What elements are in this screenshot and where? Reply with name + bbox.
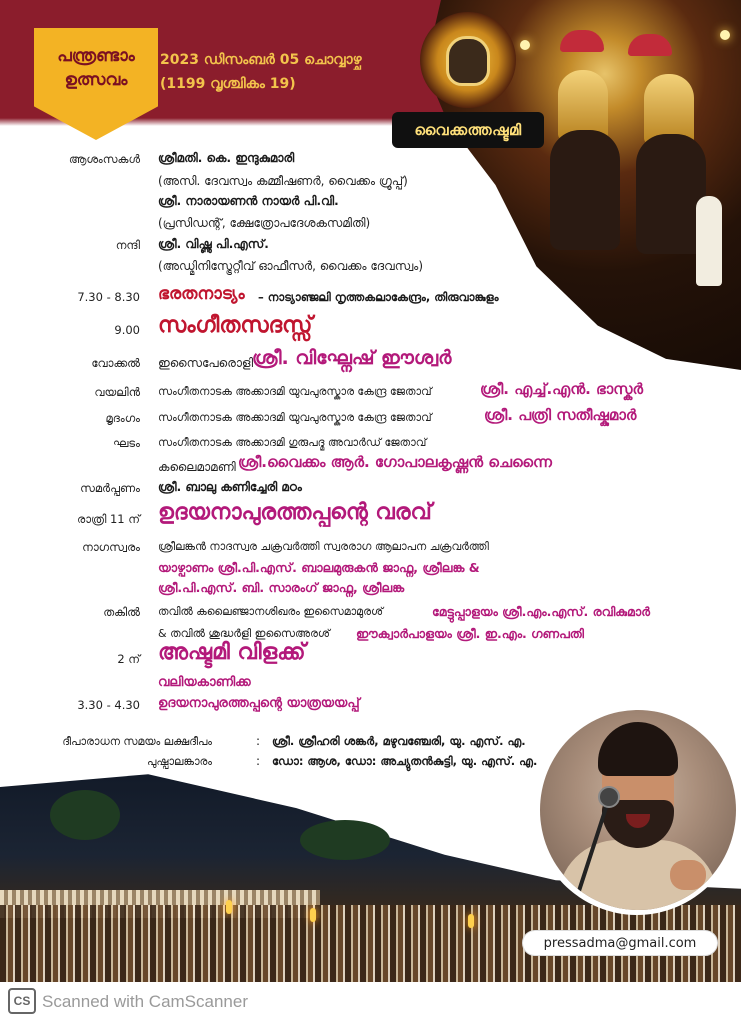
thanks-person: ശ്രീ. വിഷ്ണു പി.എസ്. bbox=[158, 237, 269, 251]
ghatam-prefix: സംഗീതനാടക അക്കാദമി ഗുരുപദ്മ അവാർഡ് ജേതാവ് bbox=[158, 436, 427, 449]
deepa-sponsor: ശ്രീ. ശ്രീഹരി ശങ്കർ, മഴുവഞ്ചേരി, യു. എസ്. എ. bbox=[272, 734, 526, 748]
mridangam-artist: ശ്രീ. പത്രി സതീഷ്കുമാർ bbox=[484, 406, 637, 424]
farewell-title: ഉദയനാപുരത്തപ്പന്റെ യാത്രയയപ്പ് bbox=[158, 696, 360, 711]
felicitation-person-1: ശ്രീമതി. കെ. ഇന്ദുകുമാരി bbox=[158, 151, 295, 165]
vocal-label: വോക്കൽ bbox=[91, 356, 140, 370]
elephant bbox=[550, 130, 620, 250]
felicitation-role-1: (അസി. ദേവസ്വം കമ്മീഷണർ, വൈക്കം ഗ്രൂപ്പ്) bbox=[158, 174, 408, 188]
thavil-line-2-prefix: & തവിൽ ശുദ്ധർളി ഇസൈഅരശ് bbox=[158, 627, 330, 640]
torch-flame bbox=[310, 908, 316, 922]
singer-hair bbox=[598, 722, 678, 776]
deepa-label: ദീപാരാധന സമയം ലക്ഷദീപം bbox=[62, 735, 212, 748]
dedication-name: ശ്രീ. ബാലു കണിച്ചേരി മഠം bbox=[158, 480, 302, 494]
bharatanatyam-detail: – നാട്യാഞ്ജലി നൃത്തകലാകേന്ദ്രം, തിരുവാങ്കുളം bbox=[258, 290, 499, 304]
arrival-time: രാത്രി 11 ന് bbox=[77, 512, 140, 526]
torch-flame bbox=[468, 914, 474, 928]
ashtami-time: 2 ന് bbox=[117, 652, 140, 666]
lamp-light bbox=[720, 30, 730, 40]
thavil-line-2-artist: ഈക്വാർപാളയം ശ്രീ. ഇ.എം. ഗണപതി bbox=[356, 626, 584, 641]
badge-line-2: ഉത്സവം bbox=[64, 70, 128, 90]
thavil-label: തകിൽ bbox=[103, 605, 140, 619]
singer-portrait bbox=[540, 710, 736, 910]
ashtami-offering: വലിയകാണിക്ക bbox=[158, 675, 251, 690]
concert-time: 9.00 bbox=[114, 323, 140, 337]
farewell-time: 3.30 - 4.30 bbox=[77, 698, 140, 712]
torch-flame bbox=[226, 900, 232, 914]
ghatam-label: ഘടം bbox=[112, 436, 140, 450]
deity-face-icon bbox=[446, 36, 490, 86]
lamp-light bbox=[520, 40, 530, 50]
mridangam-label: മൃദംഗം bbox=[105, 411, 140, 425]
pushpa-label: പുഷ്പാലങ്കാരം bbox=[146, 755, 212, 768]
singer-hand bbox=[670, 860, 706, 890]
bharatanatyam-time: 7.30 - 8.30 bbox=[77, 290, 140, 304]
bharatanatyam-title: ഭരതനാട്യം bbox=[158, 284, 245, 304]
nagaswaram-line-3: ശ്രീ.പി.എസ്. ബി. സാരംഗ് ജാഫ്ന, ശ്രീലങ്ക bbox=[158, 580, 405, 595]
vocal-artist: ശ്രീ. വിഘ്നേഷ് ഈശ്വർ bbox=[252, 347, 452, 369]
contact-email[interactable]: pressadma@gmail.com bbox=[522, 930, 718, 956]
nagaswaram-line-1: ശ്രീലങ്കൻ നാദസ്വര ചക്രവർത്തി സ്വരരാഗ ആലാപന ചക്രവർത്തി bbox=[158, 540, 489, 553]
parasol bbox=[560, 30, 604, 52]
logo-text: വൈക്കത്തഷ്ടമി bbox=[414, 121, 522, 139]
tree bbox=[50, 790, 120, 840]
scanner-watermark: Scanned with CamScanner bbox=[42, 992, 249, 1011]
mridangam-prefix: സംഗീതനാടക അക്കാദമി യുവപുരസ്കാര കേന്ദ്ര ജേതാവ് bbox=[158, 411, 432, 424]
badge-text bbox=[34, 28, 158, 108]
ashtami-title: അഷ്ടമി വിളക്ക് bbox=[158, 640, 306, 665]
ghatam-prefix-2: കലൈമാമണി bbox=[158, 460, 236, 474]
microphone-icon bbox=[598, 786, 620, 808]
pushpa-colon: : bbox=[256, 754, 261, 768]
ghatam-artist: ശ്രീ.വൈക്കം ആർ. ഗോപാലകൃഷ്ണൻ ചെന്നൈ bbox=[238, 453, 552, 471]
thavil-line-1-artist: മേട്ടുപ്പാളയം ശ്രീ.എം.എസ്. രവികുമാർ bbox=[432, 604, 650, 619]
thanks-role: (അഡ്മിനിസ്ട്രേറ്റീവ് ഓഫീസർ, വൈക്കം ദേവസ്വം) bbox=[158, 259, 424, 273]
festival-logo bbox=[392, 112, 544, 148]
pushpa-sponsor: ഡോ: ആശ, ഡോ: അച്യുതൻകുട്ടി, യു. എസ്. എ. bbox=[272, 754, 538, 768]
arrival-title: ഉദയനാപുരത്തപ്പന്റെ വരവ് bbox=[158, 500, 432, 525]
dedication-label: സമർപ്പണം bbox=[80, 481, 140, 495]
vocal-prefix: ഇസൈപേരൊളി bbox=[158, 356, 254, 370]
nagaswaram-line-2: യാഴ്പാണം ശ്രീ.പി.എസ്. ബാലമുരുകൻ ജാഫ്ന, ശ്രീലങ്ക & bbox=[158, 560, 480, 575]
felicitation-role-2: (പ്രസിഡന്റ്, ക്ഷേത്രോപദേശകസമിതി) bbox=[158, 216, 371, 230]
felicitation-label: ആശംസകൾ bbox=[68, 152, 140, 166]
parasol bbox=[628, 34, 672, 56]
camscanner-logo: CS bbox=[8, 988, 36, 1014]
thavil-line-1-prefix: തവിൽ കലൈഞ്ജാനശിഖരം ഇസൈമാമുരശ് bbox=[158, 605, 384, 618]
tree bbox=[300, 820, 390, 860]
nagaswaram-label: നാഗസ്വരം bbox=[82, 540, 140, 554]
concert-title: സംഗീതസദസ്സ് bbox=[158, 313, 313, 338]
violin-prefix: സംഗീതനാടക അക്കാദമി യുവപുരസ്കാര കേന്ദ്ര ജേതാവ് bbox=[158, 385, 432, 398]
event-date: 2023 ഡിസംബർ 05 ചൊവ്വാഴ്ച bbox=[160, 52, 362, 68]
violin-artist: ശ്രീ. എച്ച്.എൻ. ഭാസ്കർ bbox=[480, 380, 644, 398]
felicitation-person-2: ശ്രീ. നാരായണൻ നായർ പി.വി. bbox=[158, 194, 339, 208]
event-date-malayalam: (1199 വൃശ്ചികം 19) bbox=[160, 76, 296, 92]
deepa-colon: : bbox=[256, 734, 261, 748]
badge-line-1: പന്ത്രണ്ടാം bbox=[57, 46, 135, 66]
thanks-label: നന്ദി bbox=[115, 238, 140, 252]
priest-figure bbox=[696, 196, 722, 286]
violin-label: വയലിൻ bbox=[94, 385, 140, 399]
